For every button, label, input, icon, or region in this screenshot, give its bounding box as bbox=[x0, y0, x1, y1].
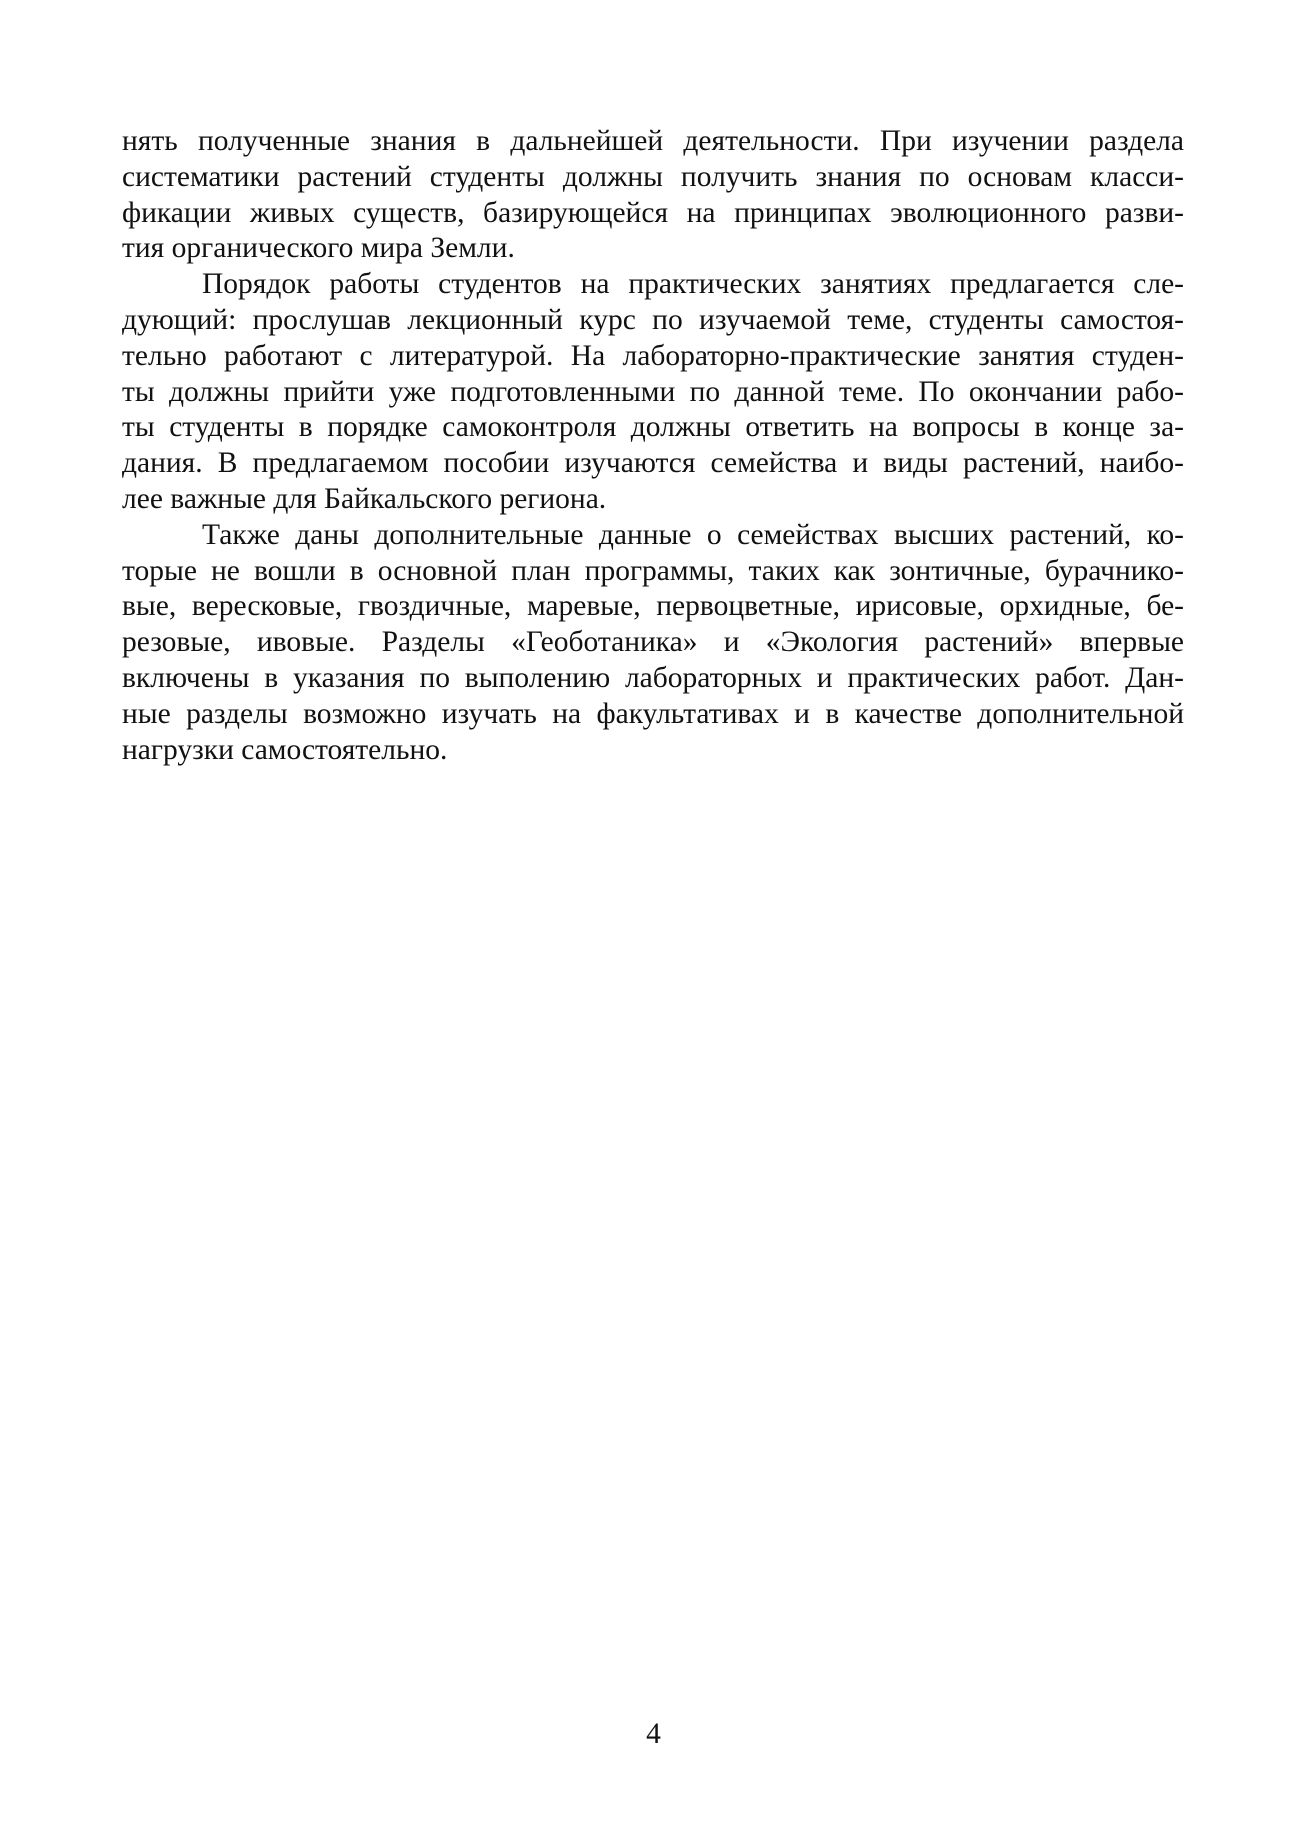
paragraph bbox=[122, 267, 1184, 518]
text-line: резовые, ивовые. Разделы «Геоботаника» и «Экология растений» впервые bbox=[122, 626, 1184, 659]
text-line: Также даны дополнительные данные о семействах высших растений, ко- bbox=[202, 518, 1184, 551]
text-line: ты студенты в порядке самоконтроля должны ответить на вопросы в конце за- bbox=[122, 411, 1184, 444]
text-line: фикации живых существ, базирующейся на принципах эволюционного разви- bbox=[122, 196, 1184, 229]
text-line: систематики растений студенты должны получить знания по основам класси- bbox=[122, 160, 1184, 193]
text-line: Порядок работы студентов на практических занятиях предлагается сле- bbox=[202, 268, 1184, 301]
text-line: включены в указания по выполению лабораторных и практических работ. Дан- bbox=[122, 661, 1184, 694]
text-line: дующий: прослушав лекционный курс по изучаемой теме, студенты самостоя- bbox=[122, 303, 1184, 336]
text-line: нять полученные знания в дальнейшей деятельности. При изучении раздела bbox=[122, 125, 1184, 157]
text-line: вые, вересковые, гвоздичные, маревые, первоцветные, ирисовые, орхидные, бе- bbox=[122, 590, 1184, 623]
body-text bbox=[122, 124, 1184, 768]
text-line: дания. В предлагаемом пособии изучаются семейства и виды растений, наибо- bbox=[122, 447, 1184, 480]
text-line: торые не вошли в основной план программы, таких как зонтичные, бурачнико- bbox=[122, 554, 1184, 587]
page-number: 4 bbox=[646, 1718, 661, 1750]
paragraph bbox=[122, 124, 1184, 267]
text-line: тия органического мира Земли. bbox=[122, 232, 515, 265]
text-line: ты должны прийти уже подготовленными по данной теме. По окончании рабо- bbox=[122, 375, 1184, 408]
text-line: нагрузки самостоятельно. bbox=[122, 733, 448, 766]
text-line: ные разделы возможно изучать на факультативах и в качестве дополнительной bbox=[122, 697, 1184, 730]
paragraph bbox=[122, 518, 1184, 769]
text-line: лее важные для Байкальского региона. bbox=[122, 482, 607, 515]
text-line: тельно работают с литературой. На лабораторно-практические занятия студен- bbox=[122, 339, 1184, 372]
